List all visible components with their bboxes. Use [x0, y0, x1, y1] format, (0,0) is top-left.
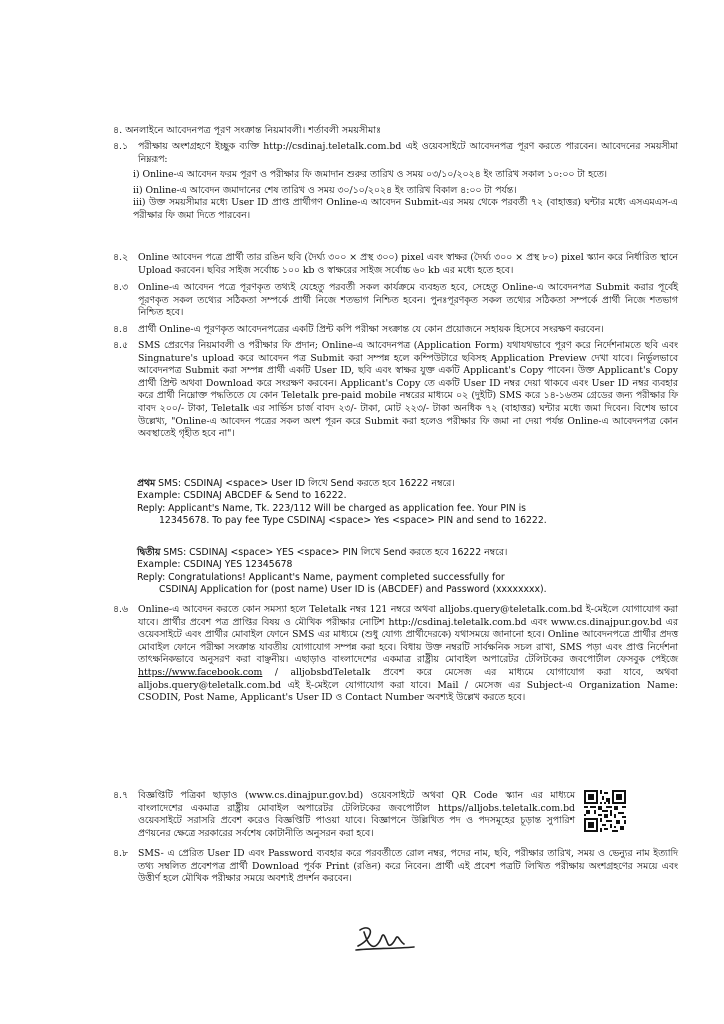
- sms-second-block: [137, 547, 677, 597]
- section-heading: ৪. অনলাইনে আবেদনপত্র পূরণ সংক্রান্ত নিয়মাবলী। শর্তাবলী সময়সীমাঃ: [113, 125, 382, 136]
- sms-first-example: Example: CSDINAJ ABCDEF & Send to 16222.: [137, 490, 347, 502]
- qr-code-icon[interactable]: [584, 790, 626, 832]
- clause-4-2: [113, 252, 678, 277]
- timeline-item-1: i) Online-এ আবেদন ফরম পূরণ ও পরীক্ষার ফি জমাদান শুরুর তারিখ ও সময় ০৩/১০/২০২৪ ইং তারিখ সকাল ১০:০০ টা হতে।: [133, 169, 607, 181]
- sms-first-block: [137, 478, 677, 528]
- clause-text: Online আবেদন পত্রে প্রার্থী তার রঙিন ছবি (দৈর্ঘ্য ৩০০ × প্রস্থ ৩০০) pixel এবং স্বাক্ষর (দৈর্ঘ্য ৩০০ × প্রস্থ ৮০) pixel স্ক্যান করে নির্ধারিত স্থানে Upload করবেন। ছবির সাইজ সর্বোচ্চ ১০০ kb ও স্বাক্ষরের সাইজ সর্বোচ্চ ৬০ kb এর মধ্যে হতে হবে।: [138, 252, 678, 276]
- sms-first-reply-line2: 12345678. To pay fee Type CSDINAJ <space> Yes <space> PIN and send to 16222.: [159, 515, 547, 527]
- clause-4-5: [113, 340, 678, 441]
- signature: [352, 920, 422, 956]
- clause-number: ৪.৭: [113, 790, 129, 801]
- clause-4-3: [113, 282, 678, 320]
- sms-second-label: দ্বিতীয়: [137, 547, 161, 558]
- timeline-item-3: iii) উক্ত সময়সীমার মধ্যে User ID প্রাপ্ত প্রার্থীগণ Online-এ আবেদন Submit-এর সময় থেকে পরবর্তী ৭২ (বাহাত্তর) ঘন্টার মধ্যে এসএমএস-এ পরীক্ষার ফি জমা দিতে পারবেন।: [133, 197, 678, 221]
- clause-number: ৪.৬: [113, 604, 129, 615]
- clause-number: ৪.৮: [113, 848, 129, 859]
- clause-4-7: [113, 790, 575, 840]
- clause-text: [138, 604, 678, 705]
- sms-first-label: প্রথম: [137, 478, 156, 489]
- clause-text-part-a: Online-এ আবেদন করতে কোন সমস্যা হলে Teletalk নম্বর 121 নম্বরে অথবা alljobs.query@teletalk.com.bd ই-মেইলে যোগাযোগ করা যাবে। প্রার্থীর প্রবেশ পত্র প্রাপ্তির বিষয় ও মৌখিক পরীক্ষার নোটিশ http://csdinaj.teletalk.com.bd এবং www.cs.dinajpur.gov.bd এর ওয়েবসাইটে এবং প্রার্থীর মোবাইল ফোনে SMS এর মাধ্যমে (শুধু যোগ্য প্রার্থীদেরকে) যথাসময়ে জানানো হবে। Online আবেদনপত্রে প্রার্থীর প্রদত্ত মোবাইল ফোনে পরীক্ষা সংক্রান্ত যাবতীয় যোগাযোগ সম্পন্ন করা হবে। বিধায় উক্ত নম্বরটি সার্বক্ষনিক সচল রাখা, SMS পড়া এবং প্রাপ্ত নির্দেশনা তাৎক্ষনিকভাবে অনুসরণ করা বাঞ্ছনীয়। এছাড়াও বাংলাদেশের একমাত্র রাষ্ট্রীয় মোবাইল অপারেটর টেলিটকের জবপোর্টাল ফেসবুক পেইজে: [138, 604, 678, 666]
- clause-text: বিজ্ঞপ্তিটি পত্রিকা ছাড়াও (www.cs.dinajpur.gov.bd) ওয়েবসাইটে অথবা QR Code স্ক্যান এর মাধ্যমে বাংলাদেশের একমাত্র রাষ্ট্রীয় মোবাইল অপারেটর টেলিটকের জবপোর্টাল https//alljobs.teletalk.com.bd ওয়েবসাইটে সরাসরি প্রবেশ করেও বিজ্ঞপ্তিটি পাওয়া যাবে। বিজ্ঞাপনে উল্লিখিত পদ ও পদসমূহের চূড়ান্ত সুপারিশ প্রণয়নের ক্ষেত্রে সরকারের সর্বশেষ কোটানীতি অনুসরন করা হবে।: [138, 790, 575, 839]
- sms-second-reply-line1: Reply: Congratulations! Applicant's Name, payment completed successfully for: [137, 571, 505, 583]
- clause-4-8: [113, 848, 678, 886]
- clause-4-4: [113, 324, 678, 337]
- clause-text: পরীক্ষায় অংশগ্রহণে ইচ্ছুক ব্যক্তি http://csdinaj.teletalk.com.bd এই ওয়েবসাইটে আবেদনপত্র পূরণ করতে পারবেন। আবেদনের সময়সীমা নিম্নরূপ:: [138, 141, 678, 165]
- facebook-link[interactable]: https://www.facebook.com: [138, 666, 263, 678]
- sms-second-instruction: SMS: CSDINAJ <space> YES <space> PIN লিখে Send করতে হবে 16222 নম্বরে।: [160, 547, 508, 558]
- sms-second-example: Example: CSDINAJ YES 12345678: [137, 559, 293, 571]
- clause-number: ৪.১: [113, 141, 129, 152]
- clause-number: ৪.৫: [113, 340, 129, 351]
- clause-4-6: [113, 604, 678, 705]
- clause-text: Online-এ আবেদন পত্রে পূরণকৃত তথ্যই যেহেতু পরবর্তী সকল কার্যক্রমে ব্যবহৃত হবে, সেহেতু Online-এ আবেদনপত্র Submit করার পূর্বেই পূরণকৃত সকল তথ্যের সঠিকতা সম্পর্কে প্রার্থী নিজে শতভাগ নিশ্চিত হবেন। পুনঃপূরণকৃত সকল তথ্যের সঠিকতা সম্পর্কে প্রার্থী নিজে শতভাগ নিশ্চিত হবে।: [138, 282, 678, 319]
- sms-first-reply-line1: Reply: Applicant's Name, Tk. 223/112 Will be charged as application fee. Your PIN is: [137, 502, 527, 514]
- clause-text-part-b: / alljobsbdTeletalk প্রবেশ করে মেসেজ এর মাধ্যমে যোগাযোগ করা যাবে, অথবা alljobs.query@teletalk.com.bd এই ই-মেইলে যোগাযোগ করা যাবে। Mail / মেসেজ এর Subject-এ Organization Name: CSODIN, Post Name, Applicant's User ID ও Contact Number অবশ্যই উল্লেখ করতে হবে।: [138, 666, 678, 704]
- sms-second-reply-line2: CSDINAJ Application for (post name) User ID is (ABCDEF) and Password (xxxxxxxx).: [159, 584, 547, 596]
- sms-first-instruction: SMS: CSDINAJ <space> User ID লিখে Send করতে হবে 16222 নম্বরে।: [155, 478, 455, 489]
- timeline-item-2: ii) Online-এ আবেদন জমাদানের শেষ তারিখ ও সময় ৩০/১০/২০২৪ ইং তারিখ বিকাল ৪:০০ টা পর্যন্ত।: [133, 184, 517, 196]
- clause-number: ৪.২: [113, 252, 129, 263]
- clause-number: ৪.৩: [113, 282, 129, 293]
- clause-text: প্রার্থী Online-এ পূরণকৃত আবেদনপত্রের একটি প্রিন্ট কপি পরীক্ষা সংক্রান্ত যে কোন প্রয়োজনে সহায়ক হিসেবে সংরক্ষণ করবেন।: [138, 324, 604, 335]
- clause-4-1: [113, 141, 678, 223]
- clause-text: SMS প্রেরণের নিয়মাবলী ও পরীক্ষার ফি প্রদান; Online-এ আবেদনপত্র (Application Form) যথাযথভাবে পূরণ করে নির্দেশনামতে ছবি এবং Singnature's upload করে আবেদন পত্র Submit করা সম্পন্ন হলে কম্পিউটারে ছবিসহ Application Preview দেখা যাবে। নির্ভুলভাবে আবেদনপত্র Submit করা সম্পন্ন প্রার্থী একটি User ID, ছবি এবং স্বাক্ষর যুক্ত একটি Applicant's Copy পাবেন। উক্ত Applicant's Copy প্রার্থী প্রিন্ট অথবা Download করে সংরক্ষণ করবেন। Applicant's Copy তে একটি User ID নম্বর দেয়া থাকবে এবং User ID নম্বর ব্যবহার করে প্রার্থী নিম্নোক্ত পদ্ধতিতে যে কোন Teletalk pre-paid mobile নম্বরের মাধ্যমে ০২ (দুইটি) SMS করে ১৪-১৬তম গ্রেডের জন্য পরীক্ষার ফি বাবদ ২০০/- টাকা, Teletalk এর সার্ভিস চার্জ বাবদ ২৩/- টাকা, মোট ২২৩/- টাকা অনধিক ৭২ (বাহাত্তর) ঘন্টার মধ্যে জমা দিবেন। বিশেষ ভাবে উল্লেখ্য, "Online-এ আবেদন পত্রের সকল অংশ পূরন করে Submit করা হলেও পরীক্ষার ফি জমা না দেয়া পর্যন্ত Online-এ আবেদনপত্র কোন অবস্থাতেই গৃহীত হবে না"।: [138, 340, 678, 440]
- clause-text: SMS- এ প্রেরিত User ID এবং Password ব্যবহার করে পরবর্তীতে রোল নম্বর, পদের নাম, ছবি, পরীক্ষার তারিখ, সময় ও ভেন্যুর নাম ইত্যাদি তথ্য সম্বলিত প্রবেশপত্র প্রার্থী Download পূর্বক Print (রঙিন) করে নিবেন। প্রার্থী এই প্রবেশ পত্রটি লিখিত পরীক্ষায় অংশগ্রহণের সময়ে এবং উত্তীর্ণ হলে মৌখিক পরীক্ষার সময়ে অবশ্যই প্রদর্শন করবেন।: [138, 848, 678, 885]
- clause-number: ৪.৪: [113, 324, 129, 335]
